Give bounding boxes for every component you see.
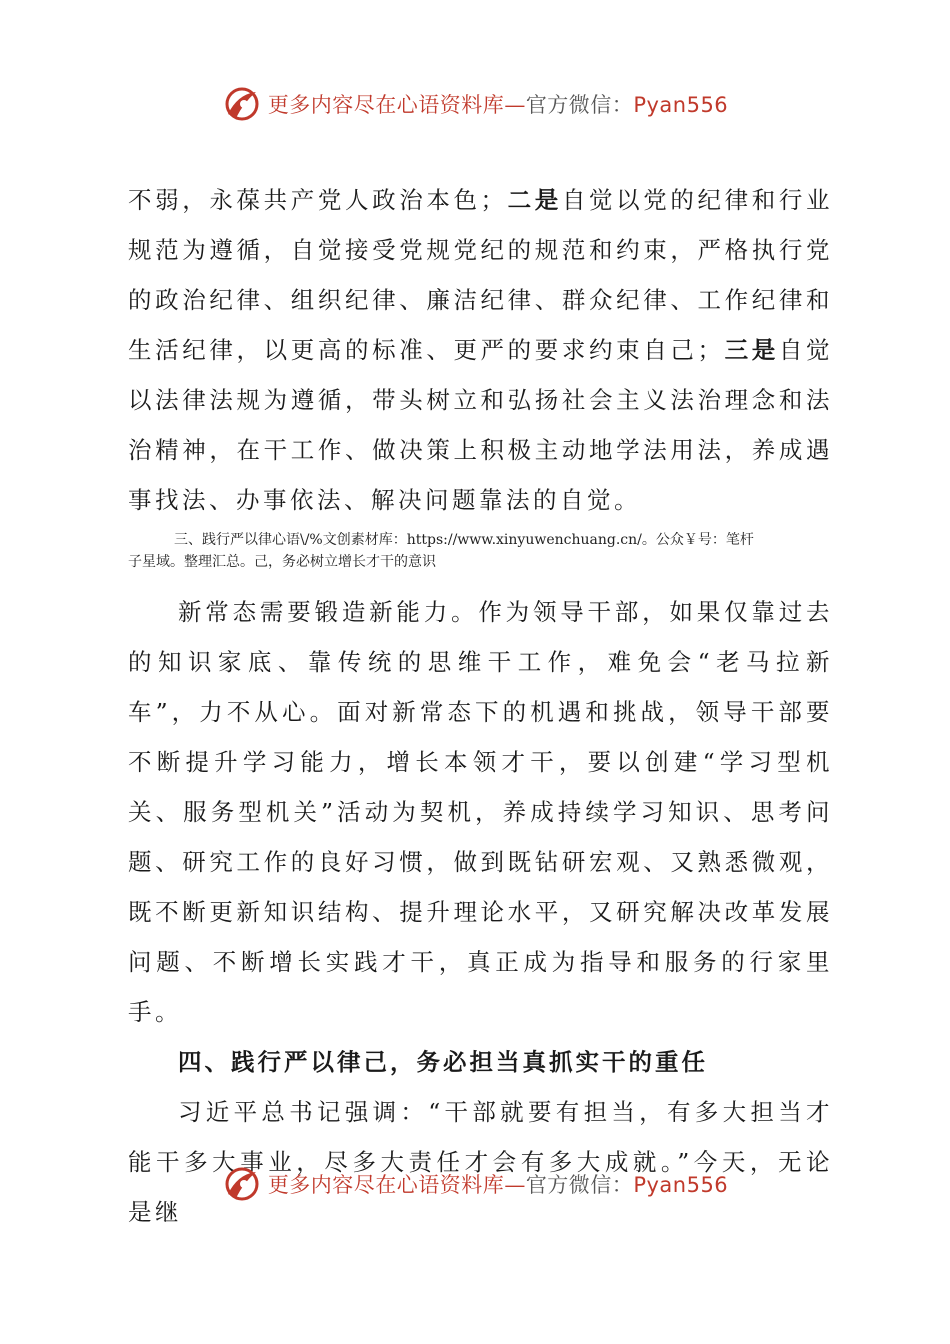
banner-label: 官方微信： bbox=[525, 1173, 634, 1197]
banner-wechat-id: Pyan556 bbox=[633, 93, 729, 117]
banner-main-text: 更多内容尽在心语资料库 bbox=[267, 93, 505, 117]
banner-text bbox=[268, 89, 728, 119]
banner-label: 官方微信： bbox=[525, 93, 634, 117]
paragraph-2: 新常态需要锻造新能力。作为领导干部，如果仅靠过去的知识家底、靠传统的思维干工作，难免会“老马拉新车”，力不从心。面对新常态下的机遇和挑战，领导干部要不断提升学习能力，增长本领才干，要以创建“学习型机关、服务型机关”活动为契机，养成持续学习知识、思考问题、研究工作的良好习惯，做到既钻研宏观、又熟悉微观，既不断更新知识结构、提升理论水平，又研究解决改革发展问题、不断增长实践才干，真正成为指导和服务的行家里手。 bbox=[128, 598, 833, 1026]
paragraph-1-bold-two: 二是 bbox=[507, 186, 562, 214]
footer-banner bbox=[0, 1160, 950, 1208]
banner-separator: — bbox=[504, 93, 526, 117]
banner-text bbox=[268, 1169, 728, 1199]
banner-separator: — bbox=[504, 1173, 526, 1197]
document-body bbox=[128, 175, 833, 1237]
watermark-note bbox=[128, 529, 833, 573]
watermark-note-line-2: 子星域。整理汇总。己，务必树立增长才干的意识 bbox=[128, 554, 436, 570]
paragraph-1-bold-three: 三是 bbox=[724, 336, 779, 364]
watermark-note-line-1: 三、践行严以律心语\/%文创素材库：https://www.xinyuwenchuang.cn/。公众￥号：笔杆 bbox=[174, 532, 754, 548]
paragraph-1 bbox=[128, 175, 833, 525]
section-heading-4: 四、践行严以律己，务必担当真抓实干的重任 bbox=[178, 1048, 708, 1076]
brand-logo-icon bbox=[222, 84, 262, 124]
paragraph-1-part-c: 自觉以党的纪律和行业规范为遵循，自觉接受党规党纪的规范和约束，严格执行党的政治纪律、组织纪律、廉洁纪律、群众纪律、工作纪律和生活纪律，以更高的标准、更严的要求约束自己； bbox=[128, 186, 834, 364]
paragraph-1-part-a: 不弱，永葆共产党人政治本色； bbox=[128, 186, 508, 214]
brand-logo-icon bbox=[222, 1164, 262, 1204]
paragraph-3: 习近平总书记强调：“干部就要有担当，有多大担当才能干多大事业，尽多大责任才会有多大成就。”今天，无论是继 bbox=[128, 1098, 833, 1226]
paragraph-1-part-e: 自觉以法律法规为遵循，带头树立和弘扬社会主义法治理念和法治精神，在干工作、做决策上积极主动地学法用法，养成遇事找法、办事依法、解决问题靠法的自觉。 bbox=[128, 336, 834, 514]
banner-wechat-id: Pyan556 bbox=[633, 1173, 729, 1197]
banner-main-text: 更多内容尽在心语资料库 bbox=[267, 1173, 505, 1197]
header-banner bbox=[0, 80, 950, 128]
